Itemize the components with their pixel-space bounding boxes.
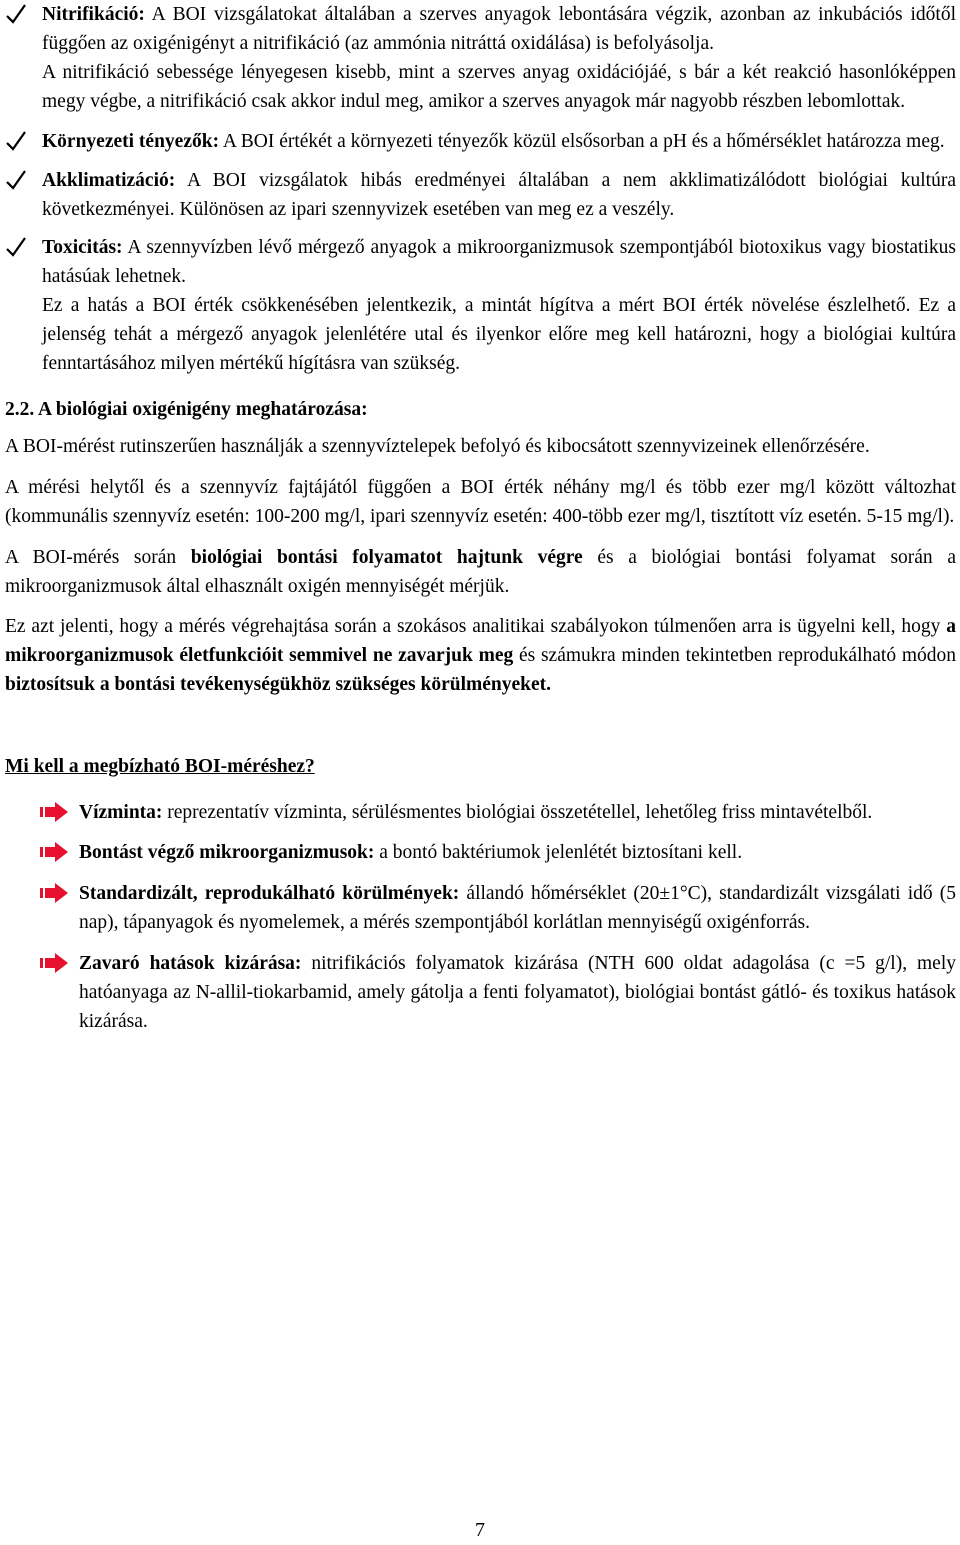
document-page bbox=[5, 0, 956, 1036]
list-item-toxicitas bbox=[5, 233, 956, 378]
item-label: Standardizált, reprodukálható körülmények: bbox=[79, 883, 460, 904]
checkmark-icon bbox=[5, 167, 27, 193]
item-text: nitrifikációs folyamatok kizárása (NTH 600 oldat adagolása (c =5 g/l), mely hatóanyaga az N-allil-tiokarbamid, amely gátolja a fenti folyamatot), biológiai bontást gátló- és toxikus hatások kizárása. bbox=[79, 953, 956, 1032]
item-label: Zavaró hatások kizárása: bbox=[79, 953, 302, 974]
item-label: Toxicitás: bbox=[42, 237, 123, 258]
page-number: 7 bbox=[475, 1519, 485, 1541]
requirements-heading: Mi kell a megbízható BOI-méréshez? bbox=[5, 756, 315, 777]
emphasis: a mikroorganizmusok életfunkcióit semmivel ne zavarjuk meg bbox=[5, 616, 956, 666]
emphasis: biztosítsuk a bontási tevékenységükhöz szükséges körülményeket. bbox=[5, 674, 552, 695]
paragraph: Ez azt jelenti, hogy a mérés végrehajtása során a szokásos analitikai szabályokon túlmenően arra is ügyelni kell, hogy a mikroorganizmusok életfunkcióit semmivel ne zavarjuk meg és számukra minden tekintetben reprodukálható módon biztosítsuk a bontási tevékenységükhöz szükséges körülményeket. bbox=[5, 616, 956, 695]
requirement-item-standardizalt bbox=[5, 879, 956, 937]
requirement-item-mikroorganizmusok bbox=[5, 838, 956, 867]
red-arrow-icon bbox=[40, 842, 68, 862]
item-text: A BOI vizsgálatokat általában a szerves anyagok lebontására végzik, azonban az inkubációs időtől függően az oxigénigényt a nitrifikáció (az ammónia nitráttá oxidálása) is befolyásolja. bbox=[42, 4, 956, 54]
requirement-item-vizminta bbox=[5, 798, 956, 827]
requirement-item-zavaro-hatasok bbox=[5, 949, 956, 1036]
item-label: Akklimatizáció: bbox=[42, 170, 176, 191]
item-text: a bontó baktériumok jelenlétét biztosítani kell. bbox=[374, 842, 743, 863]
item-text-continued: A nitrifikáció sebessége lényegesen kisebb, mint a szerves anyag oxidációjáé, s bár a két reakció hasonlóképpen megy végbe, a nitrifikáció csak akkor indul meg, amikor a szerves anyagok már nagyobb részben lebomlottak. bbox=[42, 62, 956, 112]
item-label: Nitrifikáció: bbox=[42, 4, 145, 25]
red-arrow-icon bbox=[40, 883, 68, 903]
item-label: Környezeti tényezők: bbox=[42, 131, 220, 152]
red-arrow-icon bbox=[40, 953, 68, 973]
checkmark-icon bbox=[5, 234, 27, 260]
paragraph: A BOI-mérést rutinszerűen használják a szennyvíztelepek befolyó és kibocsátott szennyvizeinek ellenőrzésére. bbox=[5, 436, 870, 457]
checkmark-icon bbox=[5, 128, 27, 154]
item-text: A BOI értékét a környezeti tényezők közül elsősorban a pH és a hőmérséklet határozza meg. bbox=[219, 131, 945, 152]
item-label: Bontást végző mikroorganizmusok: bbox=[79, 842, 375, 863]
item-text-continued: Ez a hatás a BOI érték csökkenésében jelentkezik, a mintát hígítva a mért BOI érték növelése észlelhető. Ez a jelenség tehát a mérgező anyagok jelenlétére utal és ilyenkor előre meg kell határozni, hogy a biológiai kultúra fenntartásához milyen mértékű hígításra van szükség. bbox=[42, 295, 956, 374]
item-text: A BOI vizsgálatok hibás eredményei általában a nem akklimatizálódott biológiai kultúra következményei. Különösen az ipari szennyvizek esetében van meg ez a veszély. bbox=[42, 170, 956, 220]
item-text: állandó hőmérséklet (20±1°C), standardizált vizsgálati idő (5 nap), tápanyagok és nyomelemek, a mérés szempontjából korlátlan mennyiségű oxigénforrás. bbox=[79, 883, 956, 933]
list-item-nitrifikacio bbox=[5, 0, 956, 116]
list-item-kornyezeti-tenyezok bbox=[5, 127, 956, 156]
item-text: A szennyvízben lévő mérgező anyagok a mikroorganizmusok szempontjából biotoxikus vagy biostatikus hatásúak lehetnek. bbox=[42, 237, 956, 287]
checkmark-icon bbox=[5, 1, 27, 27]
item-label: Vízminta: bbox=[79, 802, 163, 823]
emphasis: biológiai bontási folyamatot hajtunk végre bbox=[190, 547, 583, 568]
red-arrow-icon bbox=[40, 802, 68, 822]
paragraph: A mérési helytől és a szennyvíz fajtájától függően a BOI érték néhány mg/l és több ezer mg/l között változhat (kommunális szennyvíz esetén: 100-200 mg/l, ipari szennyvíz esetén: 400-több ezer mg/l, tisztított víz esetén. 5-15 mg/l). bbox=[5, 477, 956, 527]
list-item-akklimatizacio bbox=[5, 166, 956, 224]
item-text: reprezentatív vízminta, sérülésmentes biológiai összetétellel, lehetőleg friss mintavételből. bbox=[162, 802, 873, 823]
section-heading: 2.2. A biológiai oxigénigény meghatározása: bbox=[5, 399, 368, 420]
paragraph: A BOI-mérés során biológiai bontási folyamatot hajtunk végre és a biológiai bontási folyamat során a mikroorganizmusok által elhasznált oxigén mennyiségét mérjük. bbox=[5, 547, 956, 597]
